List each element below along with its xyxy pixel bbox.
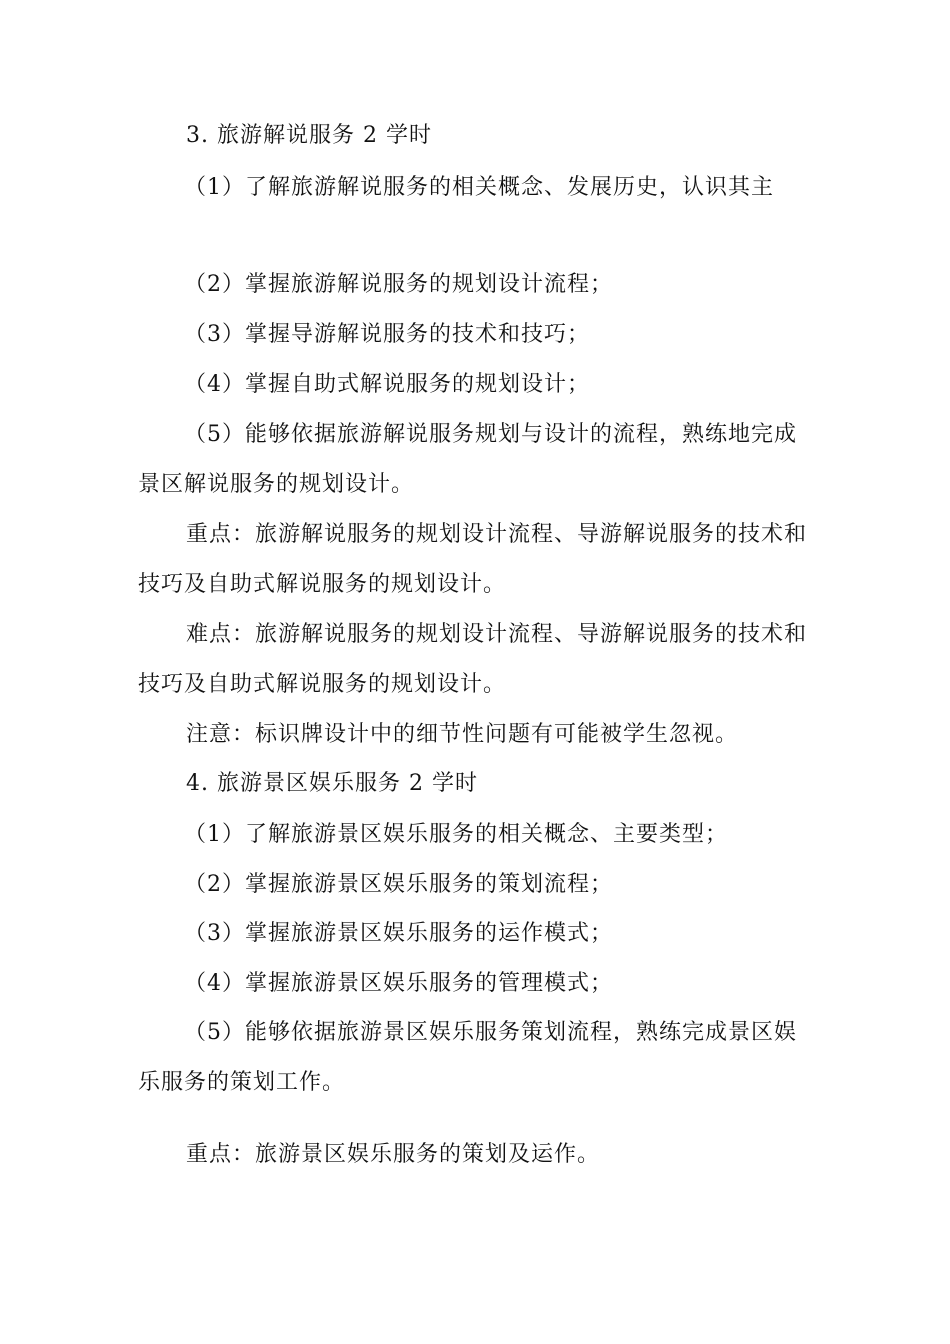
section-heading: 3. 旅游解说服务 2 学时 — [186, 123, 432, 148]
list-item-continuation: 乐服务的策划工作。 — [138, 1070, 346, 1095]
list-item: （4）掌握旅游景区娱乐服务的管理模式； — [184, 971, 613, 996]
list-item: （5）能够依据旅游景区娱乐服务策划流程，熟练完成景区娱 — [184, 1020, 797, 1045]
list-item: （3）掌握旅游景区娱乐服务的运作模式； — [184, 921, 613, 946]
paragraph-continuation: 技巧及自助式解说服务的规划设计。 — [138, 672, 507, 697]
list-item: （4）掌握自助式解说服务的规划设计； — [184, 372, 590, 397]
list-item: （1）了解旅游解说服务的相关概念、发展历史，认识其主 — [184, 175, 774, 200]
list-item: （3）掌握导游解说服务的技术和技巧； — [184, 322, 590, 347]
section-heading: 4. 旅游景区娱乐服务 2 学时 — [186, 771, 478, 796]
list-item: （5）能够依据旅游解说服务规划与设计的流程，熟练地完成 — [184, 422, 797, 447]
note-paragraph: 注意：标识牌设计中的细节性问题有可能被学生忽视。 — [186, 722, 739, 747]
difficulties-paragraph: 难点：旅游解说服务的规划设计流程、导游解说服务的技术和 — [186, 622, 808, 647]
paragraph-continuation: 技巧及自助式解说服务的规划设计。 — [138, 572, 507, 597]
list-item: （2）掌握旅游景区娱乐服务的策划流程； — [184, 872, 613, 897]
key-points-paragraph: 重点：旅游景区娱乐服务的策划及运作。 — [186, 1142, 601, 1167]
key-points-paragraph: 重点：旅游解说服务的规划设计流程、导游解说服务的技术和 — [186, 522, 808, 547]
list-item: （2）掌握旅游解说服务的规划设计流程； — [184, 272, 613, 297]
list-item-continuation: 景区解说服务的规划设计。 — [138, 472, 415, 497]
list-item: （1）了解旅游景区娱乐服务的相关概念、主要类型； — [184, 822, 728, 847]
